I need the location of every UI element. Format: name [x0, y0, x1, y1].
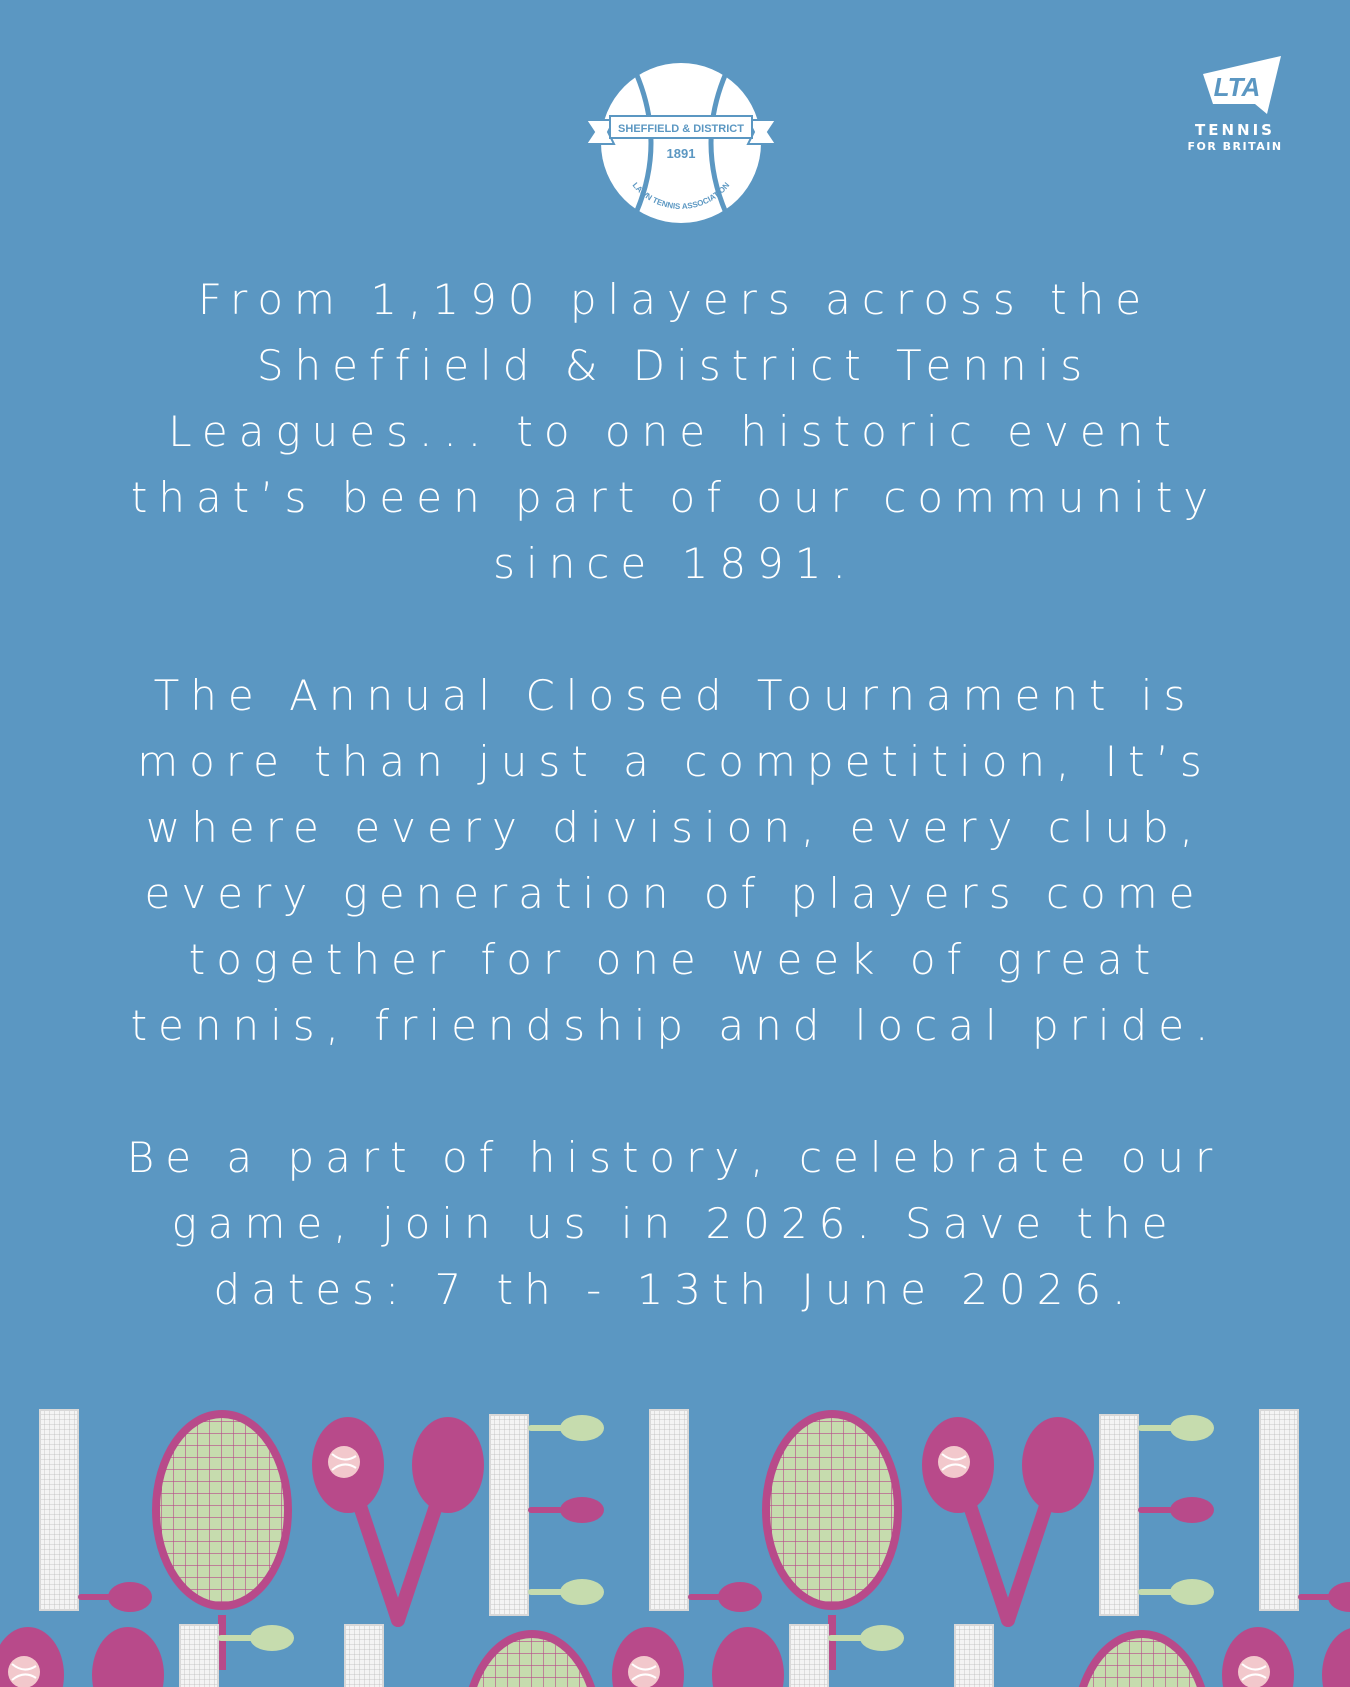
text-line: tennis, friendship and local pride.	[130, 1001, 1220, 1050]
club-logo	[586, 58, 776, 228]
text-line: Be a part of history, celebrate our	[126, 1133, 1224, 1182]
lta-logo-mark: LTA	[1213, 72, 1261, 102]
text-line: since 1891.	[493, 539, 857, 588]
lta-tagline: FOR BRITAIN	[1187, 140, 1283, 153]
text-line: Sheffield & District Tennis	[256, 341, 1094, 390]
text-line: The Annual Closed Tournament is	[153, 671, 1197, 720]
intro-paragraph	[60, 267, 1290, 597]
text-line: dates: 7 th - 13th June 2026.	[213, 1265, 1137, 1314]
text-line: From 1,190 players across the	[197, 275, 1153, 324]
text-line: Leagues... to one historic event	[168, 407, 1182, 456]
text-line: game, join us in 2026. Save the	[171, 1199, 1179, 1248]
text-line: where every division, every club,	[145, 803, 1205, 852]
club-logo-year: 1891	[666, 146, 696, 161]
save-the-date-paragraph	[60, 1125, 1290, 1323]
lta-tennis-label: TENNIS	[1195, 121, 1275, 139]
text-line: together for one week of great	[188, 935, 1162, 984]
love-pattern-band	[0, 1395, 1350, 1687]
club-logo-arc-text: LAWN TENNIS ASSOCIATION	[630, 180, 732, 212]
text-line: that’s been part of our community	[130, 473, 1220, 522]
text-line: more than just a competition, It’s	[137, 737, 1213, 786]
text-line: every generation of players come	[144, 869, 1206, 918]
club-logo-banner: SHEFFIELD & DISTRICT	[618, 123, 744, 135]
tournament-paragraph	[60, 663, 1290, 1059]
